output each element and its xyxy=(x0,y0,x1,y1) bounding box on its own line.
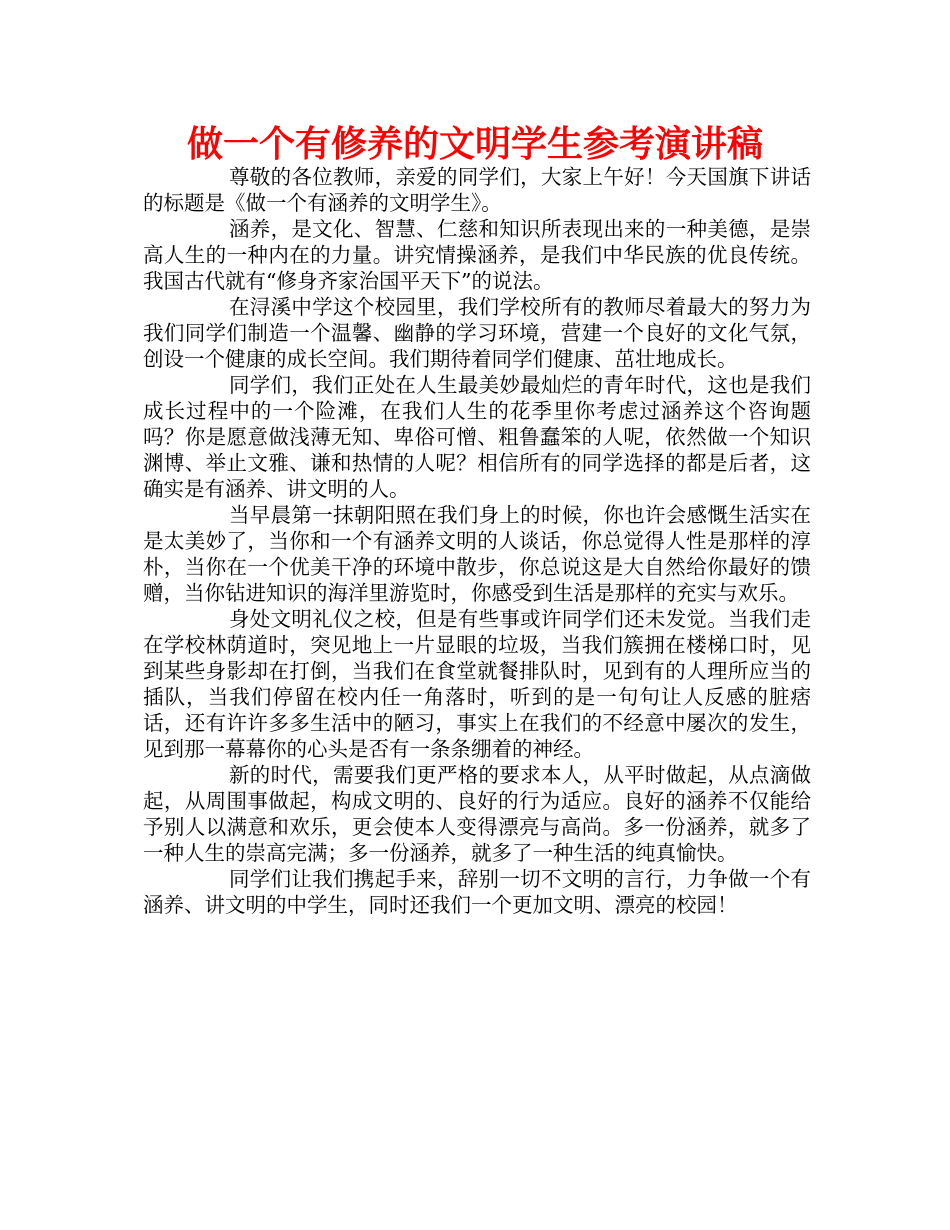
document-title: 做一个有修养的文明学生参考演讲稿 xyxy=(186,124,763,165)
paragraph-campus: 在浔溪中学这个校园里，我们学校所有的教师尽着最大的努力为我们同学们制造一个温馨、幽静的学习环境，营建一个良好的文化气氛，创设一个健康的成长空间。我们期待着同学们健康、茁壮地成长。 xyxy=(143,295,811,371)
paragraph-youth: 同学们，我们正处在人生最美妙最灿烂的青年时代，这也是我们成长过程中的一个险滩，在我们人生的花季里你考虑过涵养这个咨询题吗？你是愿意做浅薄无知、卑俗可憎、粗鲁蠢笨的人呢，依然做一个知识渊博、举止文雅、谦和热情的人呢？相信所有的同学选择的都是后者，这确实是有涵养、讲文明的人。 xyxy=(143,373,811,501)
paragraph-etiquette: 身处文明礼仪之校，但是有些事或许同学们还未发觉。当我们走在学校林荫道时，突见地上一片显眼的垃圾，当我们簇拥在楼梯口时，见到某些身影却在打倒，当我们在食堂就餐排队时，见到有的人理所应当的插队，当我们停留在校内任一角落时，听到的是一句句让人反感的脏痞话，还有许许多多生活中的陋习，事实上在我们的不经意中屡次的发生，见到那一幕幕你的心头是否有一条条绷着的神经。 xyxy=(143,607,811,761)
paragraph-morning: 当早晨第一抹朝阳照在我们身上的时候，你也许会感慨生活实在是太美妙了，当你和一个有涵养文明的人谈话，你总觉得人性是那样的淳朴，当你在一个优美干净的环境中散步，你总说这是大自然给你最好的馈赠，当你钻进知识的海洋里游览时，你感受到生活是那样的充实与欢乐。 xyxy=(143,503,811,605)
paragraph-cultivation: 涵养，是文化、智慧、仁慈和知识所表现出来的一种美德，是崇高人生的一种内在的力量。讲究情操涵养，是我们中华民族的优良传统。我国古代就有“修身齐家治国平天下”的说法。 xyxy=(143,217,811,293)
document-body xyxy=(143,164,811,918)
paragraph-closing: 同学们让我们携起手来，辞别一切不文明的言行，力争做一个有涵养、讲文明的中学生，同时还我们一个更加文明、漂亮的校园！ xyxy=(143,867,811,917)
paragraph-new-era: 新的时代，需要我们更严格的要求本人，从平时做起，从点滴做起，从周围事做起，构成文明的、良好的行为适应。良好的涵养不仅能给予别人以满意和欢乐，更会使本人变得漂亮与高尚。多一份涵养，就多了一种人生的崇高完满；多一份涵养，就多了一种生活的纯真愉快。 xyxy=(143,763,811,865)
paragraph-greeting: 尊敬的各位教师，亲爱的同学们，大家上午好！今天国旗下讲话的标题是《做一个有涵养的文明学生》。 xyxy=(143,165,811,215)
